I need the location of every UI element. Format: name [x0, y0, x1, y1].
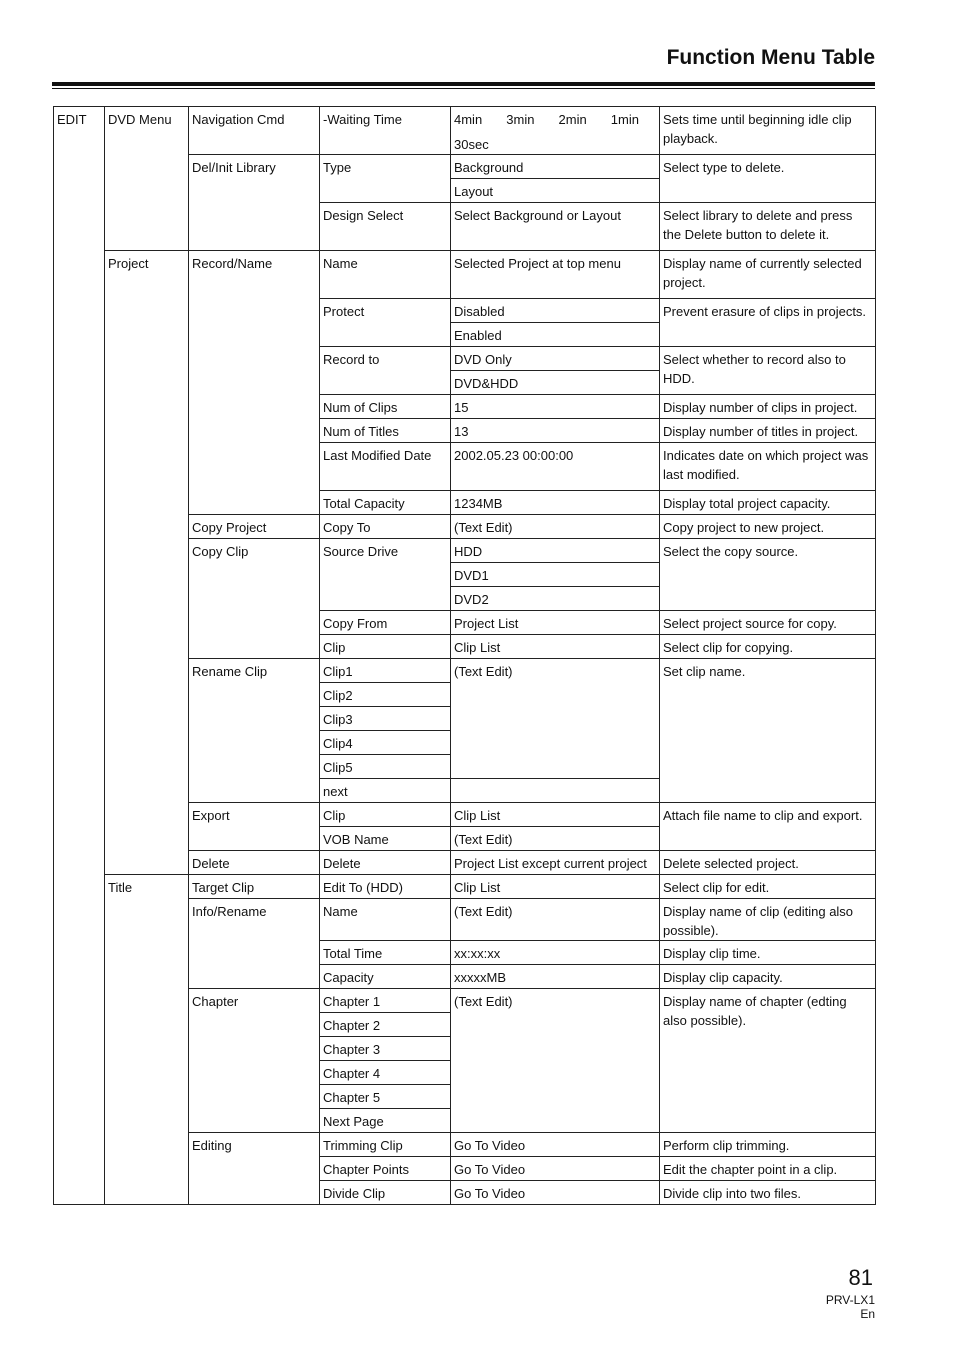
item-cell: Source Drive — [320, 539, 451, 611]
description-cell: Perform clip trimming. — [660, 1133, 876, 1157]
item-cell: Clip4 — [320, 731, 451, 755]
description-cell: Select clip for copying. — [660, 635, 876, 659]
description-cell: Edit the chapter point in a clip. — [660, 1157, 876, 1181]
item-cell: Clip — [320, 803, 451, 827]
description-cell: Delete selected project. — [660, 851, 876, 875]
item-cell: Clip — [320, 635, 451, 659]
item-cell: Num of Clips — [320, 395, 451, 419]
menu-cell: Target Clip — [189, 875, 320, 899]
description-cell: Select whether to record also to HDD. — [660, 347, 876, 395]
menu-cell: Copy Clip — [189, 539, 320, 659]
setting-cell: Select Background or Layout — [451, 203, 660, 251]
item-cell: Protect — [320, 299, 451, 347]
table-row — [54, 875, 876, 899]
description-cell: Select the copy source. — [660, 539, 876, 611]
setting-cell: DVD&HDD — [451, 371, 660, 395]
setting-cell: Layout — [451, 179, 660, 203]
setting-cell: 1234MB — [451, 491, 660, 515]
setting-cell: xx:xx:xx — [451, 941, 660, 965]
item-cell: Edit To (HDD) — [320, 875, 451, 899]
setting-cell: (Text Edit) — [451, 827, 660, 851]
setting-cell: Clip List — [451, 635, 660, 659]
description-cell: Select library to delete and press the Delete button to delete it. — [660, 203, 876, 251]
item-cell: Divide Clip — [320, 1181, 451, 1205]
item-cell: Clip2 — [320, 683, 451, 707]
item-cell: Last Modified Date — [320, 443, 451, 491]
description-cell: Display clip time. — [660, 941, 876, 965]
model-info — [826, 1293, 875, 1321]
menu-cell: Copy Project — [189, 515, 320, 539]
setting-cell: Disabled — [451, 299, 660, 323]
item-cell: Num of Titles — [320, 419, 451, 443]
page-number: 81 — [848, 1265, 873, 1290]
setting-cell: Selected Project at top menu — [451, 251, 660, 299]
menu-cell: Delete — [189, 851, 320, 875]
description-cell: Attach file name to clip and export. — [660, 803, 876, 851]
table-row — [54, 107, 876, 155]
description-cell: Display name of currently selected project. — [660, 251, 876, 299]
description-cell: Display name of chapter (edting also possible). — [660, 989, 876, 1133]
description-cell: Select project source for copy. — [660, 611, 876, 635]
menu-cell: Export — [189, 803, 320, 851]
description-cell: Divide clip into two files. — [660, 1181, 876, 1205]
setting-cell: Project List except current project — [451, 851, 660, 875]
item-cell: Copy To — [320, 515, 451, 539]
setting-cell: 13 — [451, 419, 660, 443]
description-cell: Display clip capacity. — [660, 965, 876, 989]
option-text: 2min — [558, 112, 587, 127]
setting-cell: Go To Video — [451, 1181, 660, 1205]
menu-cell: Navigation Cmd — [189, 107, 320, 155]
description-cell: Display number of titles in project. — [660, 419, 876, 443]
setting-cell: (Text Edit) — [451, 989, 660, 1133]
setting-cell: DVD2 — [451, 587, 660, 611]
item-cell: Clip5 — [320, 755, 451, 779]
setting-cell: (Text Edit) — [451, 899, 660, 941]
waiting-time-options — [454, 110, 657, 129]
description-cell: Prevent erasure of clips in projects. — [660, 299, 876, 347]
menu-cell: Editing — [189, 1133, 320, 1205]
option-text: 30sec — [454, 137, 489, 152]
menu-cell: Chapter — [189, 989, 320, 1133]
item-cell: Type — [320, 155, 451, 203]
item-cell: Chapter 1 — [320, 989, 451, 1013]
group-cell: Project — [105, 251, 189, 875]
item-cell: next — [320, 779, 451, 803]
description-cell: Indicates date on which project was last modified. — [660, 443, 876, 491]
header-rule-thin — [52, 88, 875, 89]
setting-cell: Clip List — [451, 875, 660, 899]
group-cell: DVD Menu — [105, 107, 189, 251]
description-cell: Set clip name. — [660, 659, 876, 803]
item-cell: Name — [320, 899, 451, 941]
setting-cell: xxxxxMB — [451, 965, 660, 989]
item-cell: Record to — [320, 347, 451, 395]
option-text: 3min — [506, 112, 535, 127]
item-cell: Name — [320, 251, 451, 299]
item-cell: Capacity — [320, 965, 451, 989]
setting-cell: Clip List — [451, 803, 660, 827]
setting-cell — [451, 107, 660, 155]
setting-cell: Project List — [451, 611, 660, 635]
item-cell: -Waiting Time — [320, 107, 451, 155]
item-cell: Chapter 4 — [320, 1061, 451, 1085]
item-cell: Clip1 — [320, 659, 451, 683]
menu-cell: Info/Rename — [189, 899, 320, 989]
setting-cell: (Text Edit) — [451, 659, 660, 779]
setting-cell: 15 — [451, 395, 660, 419]
description-cell: Copy project to new project. — [660, 515, 876, 539]
item-cell: Chapter 3 — [320, 1037, 451, 1061]
description-cell: Display number of clips in project. — [660, 395, 876, 419]
category-cell: EDIT — [54, 107, 105, 1205]
setting-cell: DVD1 — [451, 563, 660, 587]
item-cell: Next Page — [320, 1109, 451, 1133]
setting-cell: DVD Only — [451, 347, 660, 371]
description-cell: Display total project capacity. — [660, 491, 876, 515]
language-code: En — [860, 1307, 875, 1321]
setting-cell: Background — [451, 155, 660, 179]
option-text: 1min — [610, 112, 639, 127]
description-cell: Select clip for edit. — [660, 875, 876, 899]
item-cell: Delete — [320, 851, 451, 875]
function-menu-table — [53, 106, 876, 1205]
item-cell: Chapter 5 — [320, 1085, 451, 1109]
item-cell: Total Time — [320, 941, 451, 965]
setting-cell: Go To Video — [451, 1133, 660, 1157]
setting-cell: (Text Edit) — [451, 515, 660, 539]
group-cell: Title — [105, 875, 189, 1205]
description-cell: Sets time until beginning idle clip playback. — [660, 107, 876, 155]
setting-cell: Go To Video — [451, 1157, 660, 1181]
item-cell: Chapter 2 — [320, 1013, 451, 1037]
description-cell: Display name of clip (editing also possible). — [660, 899, 876, 941]
setting-cell: HDD — [451, 539, 660, 563]
setting-cell: Enabled — [451, 323, 660, 347]
item-cell: Design Select — [320, 203, 451, 251]
model-name: PRV-LX1 — [825, 1293, 875, 1307]
description-cell: Select type to delete. — [660, 155, 876, 203]
table-row — [54, 251, 876, 299]
menu-cell: Record/Name — [189, 251, 320, 515]
option-text: 4min — [454, 112, 483, 127]
menu-cell: Del/Init Library — [189, 155, 320, 251]
setting-cell — [451, 779, 660, 803]
item-cell: Copy From — [320, 611, 451, 635]
item-cell: VOB Name — [320, 827, 451, 851]
page-title: Function Menu Table — [666, 46, 875, 69]
item-cell: Chapter Points — [320, 1157, 451, 1181]
header-rule-thick — [52, 82, 875, 86]
item-cell: Trimming Clip — [320, 1133, 451, 1157]
menu-cell: Rename Clip — [189, 659, 320, 803]
setting-cell: 2002.05.23 00:00:00 — [451, 443, 660, 491]
item-cell: Clip3 — [320, 707, 451, 731]
item-cell: Total Capacity — [320, 491, 451, 515]
